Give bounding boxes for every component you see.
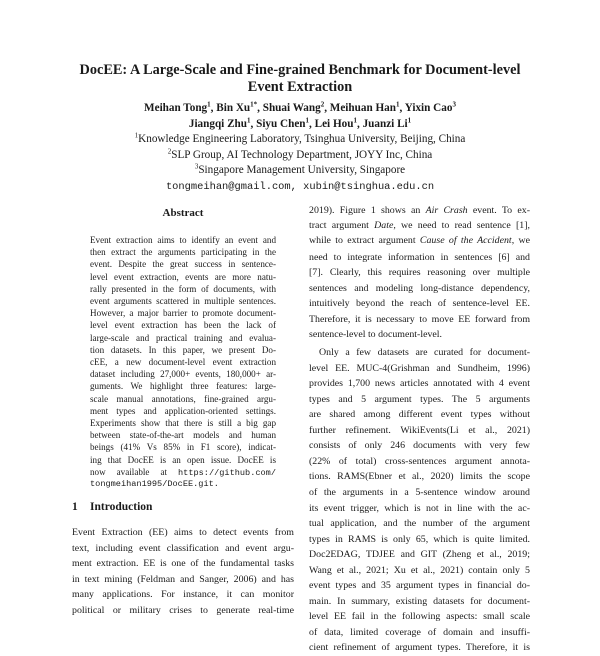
body-line [309, 235, 530, 249]
abstract-heading: Abstract [162, 207, 204, 219]
abstract-line: level event extraction, events are more natu- [90, 271, 276, 282]
abstract-line: Experiments show that there is still a big gap [90, 418, 276, 428]
paper-title [0, 62, 600, 96]
abstract-line: ing that DocEE is an open issue. DocEE is [90, 454, 276, 465]
body-line: many applications. For instance, it can monitor [72, 589, 294, 601]
body-line [309, 205, 530, 219]
author-sup: 1 [407, 116, 412, 125]
abstract-url[interactable]: tongmeihan1995/DocEE.git. [90, 479, 219, 489]
author-name: Siyu Chen [256, 118, 306, 130]
abstract-line: Event extraction aims to identify an event and [90, 235, 276, 245]
author-name: Lei Hou [314, 118, 354, 130]
abstract-url[interactable]: https://github.com/ [178, 467, 276, 478]
author-name: Shuai Wang [262, 102, 321, 114]
abstract-line: event arguments scattered in multiple sentences. [90, 296, 276, 306]
affiliation [0, 132, 600, 148]
text-span: now available at [90, 466, 168, 477]
body-line: are shared among different event types without [309, 409, 530, 421]
abstract-line: level event extraction has been the lack of [90, 320, 276, 331]
author-emails: tongmeihan@gmail.com, xubin@tsinghua.edu.cn [165, 180, 435, 193]
text-span: 2019). Figure 1 shows an [309, 205, 426, 216]
body-line: political or military crises to generate real-time [72, 605, 294, 616]
affiliation-sup: 1 [134, 131, 139, 140]
text-span: event. To ex- [467, 205, 530, 216]
author-line-2: Jiangqi Zhu$^1$, Siyu Chen$^1$, Lei Hou$^1$, Juanzi Li$^1$ [188, 116, 412, 130]
body-line: tual application, and the number of the argument [309, 518, 530, 530]
body-line: need to integrate information in sentences [6] and [309, 251, 530, 263]
body-line: further refinement. WikiEvents(Li et al., 2021) [309, 424, 530, 436]
body-line: of data, limited coverage of domain and insuffi- [309, 626, 530, 638]
body-line: in text mining (Feldman and Sanger, 2006) and has [72, 573, 294, 585]
body-line: Wang et al., 2021; Xu et al., 2021) contain only 5 [309, 564, 530, 576]
body-line: ment extraction. EE is one of the fundamental tasks [72, 558, 294, 570]
abstract-line: dataset including 27,000+ events, 180,000+ ar- [90, 369, 276, 380]
affiliation [0, 163, 600, 179]
body-line [309, 220, 530, 234]
abstract-line: rally presented in the form of documents, with [90, 283, 276, 294]
body-line: level EE. MUC-4(Grishman and Sundheim, 1996) [309, 362, 530, 374]
italic-term: Cause of the Accident [419, 235, 512, 246]
body-line: Therefore, it is necessary to move EE forward from [309, 313, 530, 325]
italic-term: Air Crash [425, 205, 468, 216]
body-line: (22% of total) cross-sentences argument annota- [309, 455, 530, 467]
abstract-line: guments. We highlight three features: large- [90, 381, 276, 392]
body-line: tions. RAMS(Ebner et al., 2020) limits the scope [309, 471, 530, 483]
body-line: types in RAMS is only 65, which is quite limited. [309, 533, 530, 545]
abstract-line: ment types and application-oriented settings. [90, 405, 276, 416]
section-title: Introduction [90, 501, 153, 513]
body-line: event types and 35 argument types in financial do- [309, 580, 530, 592]
body-line: types and 5 argument types. The 5 arguments [309, 393, 530, 405]
body-line: cient refinement of argument types. Therefore, it is [309, 642, 530, 654]
text-span: while to extract argument [309, 235, 420, 246]
abstract-line: large-scale and practical training and evalua- [90, 332, 276, 343]
author-sup: 1* [250, 100, 258, 109]
author-sup: 3 [452, 100, 456, 109]
body-line: Doc2EDAG, TDJEE and GIT (Zheng et al., 2019; [309, 549, 530, 561]
abstract-line: tion datasets. In this paper, we present Do- [90, 344, 276, 355]
affiliation-text: Knowledge Engineering Laboratory, Tsinghua University, Beijing, China [138, 133, 466, 145]
body-line: [7]. Clearly, this requires reasoning over multiple [309, 267, 530, 279]
text-span: tract argument [309, 220, 375, 231]
affiliation-sup: 2 [167, 146, 172, 155]
body-line: its event trigger, which is not in line with the ac- [309, 502, 530, 514]
author-name: Meihan Tong [144, 102, 208, 114]
body-line: sentence-level to document-level. [309, 329, 442, 341]
author-name: Yixin Cao [404, 102, 453, 114]
author-list [0, 100, 600, 132]
author-sup: 1 [396, 100, 400, 109]
text-span: , we need to read sentence [1], [393, 220, 530, 231]
abstract-line: scale manual annotations, fine-grained argu- [90, 393, 276, 404]
abstract-line: However, a major barrier to promote document- [90, 308, 276, 319]
abstract-line: cEE, a new document-level event extraction [90, 357, 276, 367]
body-line: sentences and modeling long-distance dependency, [309, 282, 530, 294]
author-name: Meihuan Han [329, 102, 396, 114]
author-sup: 1 [207, 100, 211, 109]
body-line: consists of only 246 documents with very few [309, 440, 530, 452]
body-line: main. In summary, existing datasets for document- [309, 595, 530, 607]
abstract-line: then extract the arguments participating in the [90, 247, 276, 258]
body-line: Only a few datasets are curated for document- [319, 347, 530, 358]
title-line-1: DocEE: A Large-Scale and Fine-grained Benchmark for Document-level [79, 62, 521, 78]
author-sup: 2 [320, 100, 325, 109]
author-sup: 1 [247, 116, 251, 125]
text-span: , we [511, 235, 530, 246]
body-line: text, including event classification and event argu- [72, 542, 294, 554]
body-line: of the arguments in a 5-sentence window around [309, 486, 530, 498]
affiliation-list [0, 132, 600, 179]
author-name: Jiangqi Zhu [188, 118, 247, 130]
affiliation-text: Singapore Management University, Singapore [198, 164, 406, 176]
author-name: Bin Xu [216, 102, 251, 114]
affiliation-sup: 3 [194, 162, 199, 171]
author-sup: 1 [353, 116, 357, 125]
body-line: Event Extraction (EE) aims to detect events from [72, 527, 294, 538]
body-line: provides 1,700 news articles annotated with 4 event [309, 378, 530, 390]
affiliation [0, 148, 600, 164]
abstract-line: event. Despite the great success in sentence- [90, 259, 276, 270]
abstract-line: beings (41% Vs 85% in F1 score), indicat- [90, 442, 276, 453]
title-line-2: Event Extraction [247, 79, 353, 95]
body-line: level EE fail in the following aspects: small scale [309, 611, 530, 623]
abstract-line [90, 467, 276, 479]
paper-header [0, 62, 600, 195]
affiliation-text: SLP Group, AI Technology Department, JOYY Inc, China [171, 148, 433, 161]
abstract-line: between state-of-the-art models and human [90, 430, 276, 441]
body-line: intuitively beyond the reach of sentence-level EE. [309, 298, 530, 310]
section-number: 1 [72, 501, 78, 513]
section-heading [72, 501, 152, 513]
author-name: Juanzi Li [362, 118, 408, 130]
author-sup: 1 [305, 116, 310, 125]
author-line-1: Meihan Tong$^1$, Bin $Xu^{1*}$, Shuai Wang$^2$, Meihuan Han$^1$, Yixin Cao$^3$ [144, 100, 456, 114]
italic-term: Date [374, 220, 394, 231]
